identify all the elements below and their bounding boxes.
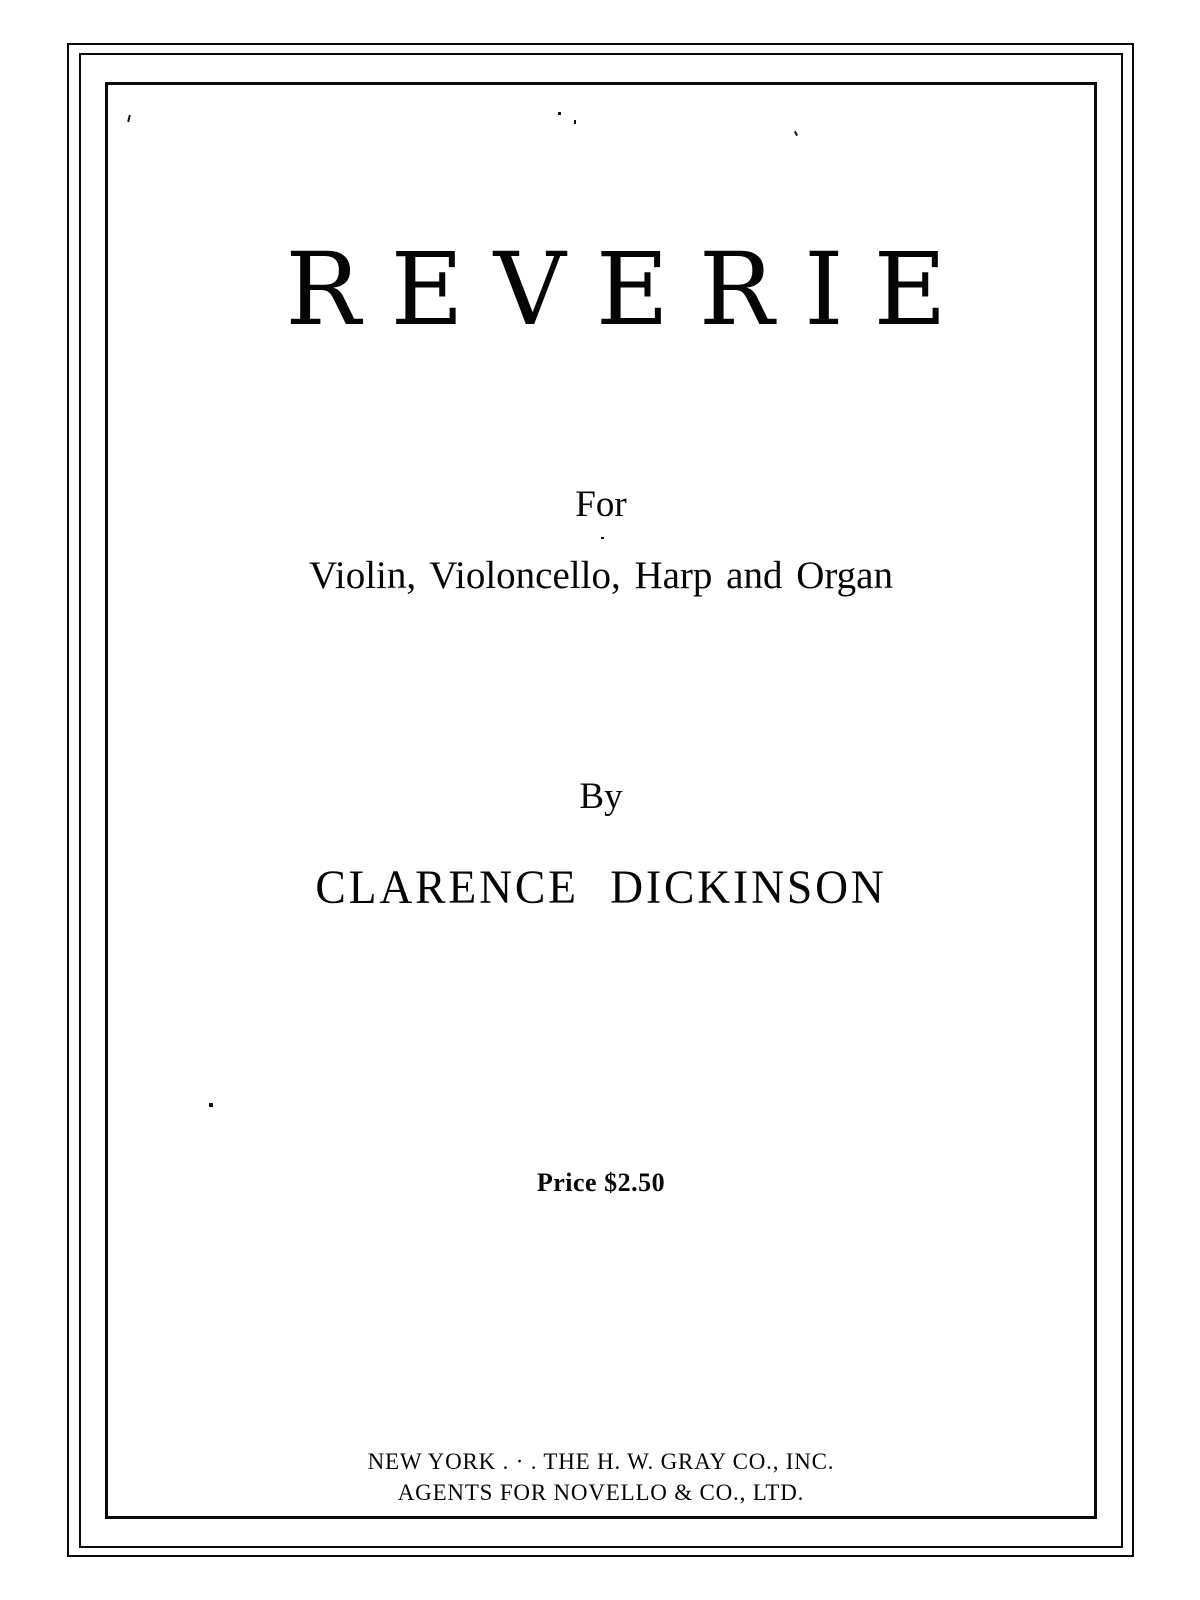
composer-name: CLARENCE DICKINSON xyxy=(315,861,887,914)
for-label: For xyxy=(575,484,627,525)
instrumentation-line: Violin, Violoncello, Harp and Organ xyxy=(309,554,893,597)
scan-speck xyxy=(209,1103,213,1107)
publisher-line-2: AGENTS FOR NOVELLO & CO., LTD. xyxy=(397,1480,805,1506)
scan-speck xyxy=(601,537,604,539)
price-line: Price $2.50 xyxy=(536,1168,666,1197)
publisher-imprint xyxy=(105,1446,1097,1508)
scan-speck xyxy=(574,120,576,124)
publisher-line-1: NEW YORK . · . THE H. W. GRAY CO., INC. xyxy=(367,1449,835,1474)
piece-title: REVERIE xyxy=(285,231,977,348)
scan-speck xyxy=(794,131,798,136)
scan-speck xyxy=(127,115,131,122)
by-label: By xyxy=(579,776,623,817)
scan-speck xyxy=(558,112,561,115)
